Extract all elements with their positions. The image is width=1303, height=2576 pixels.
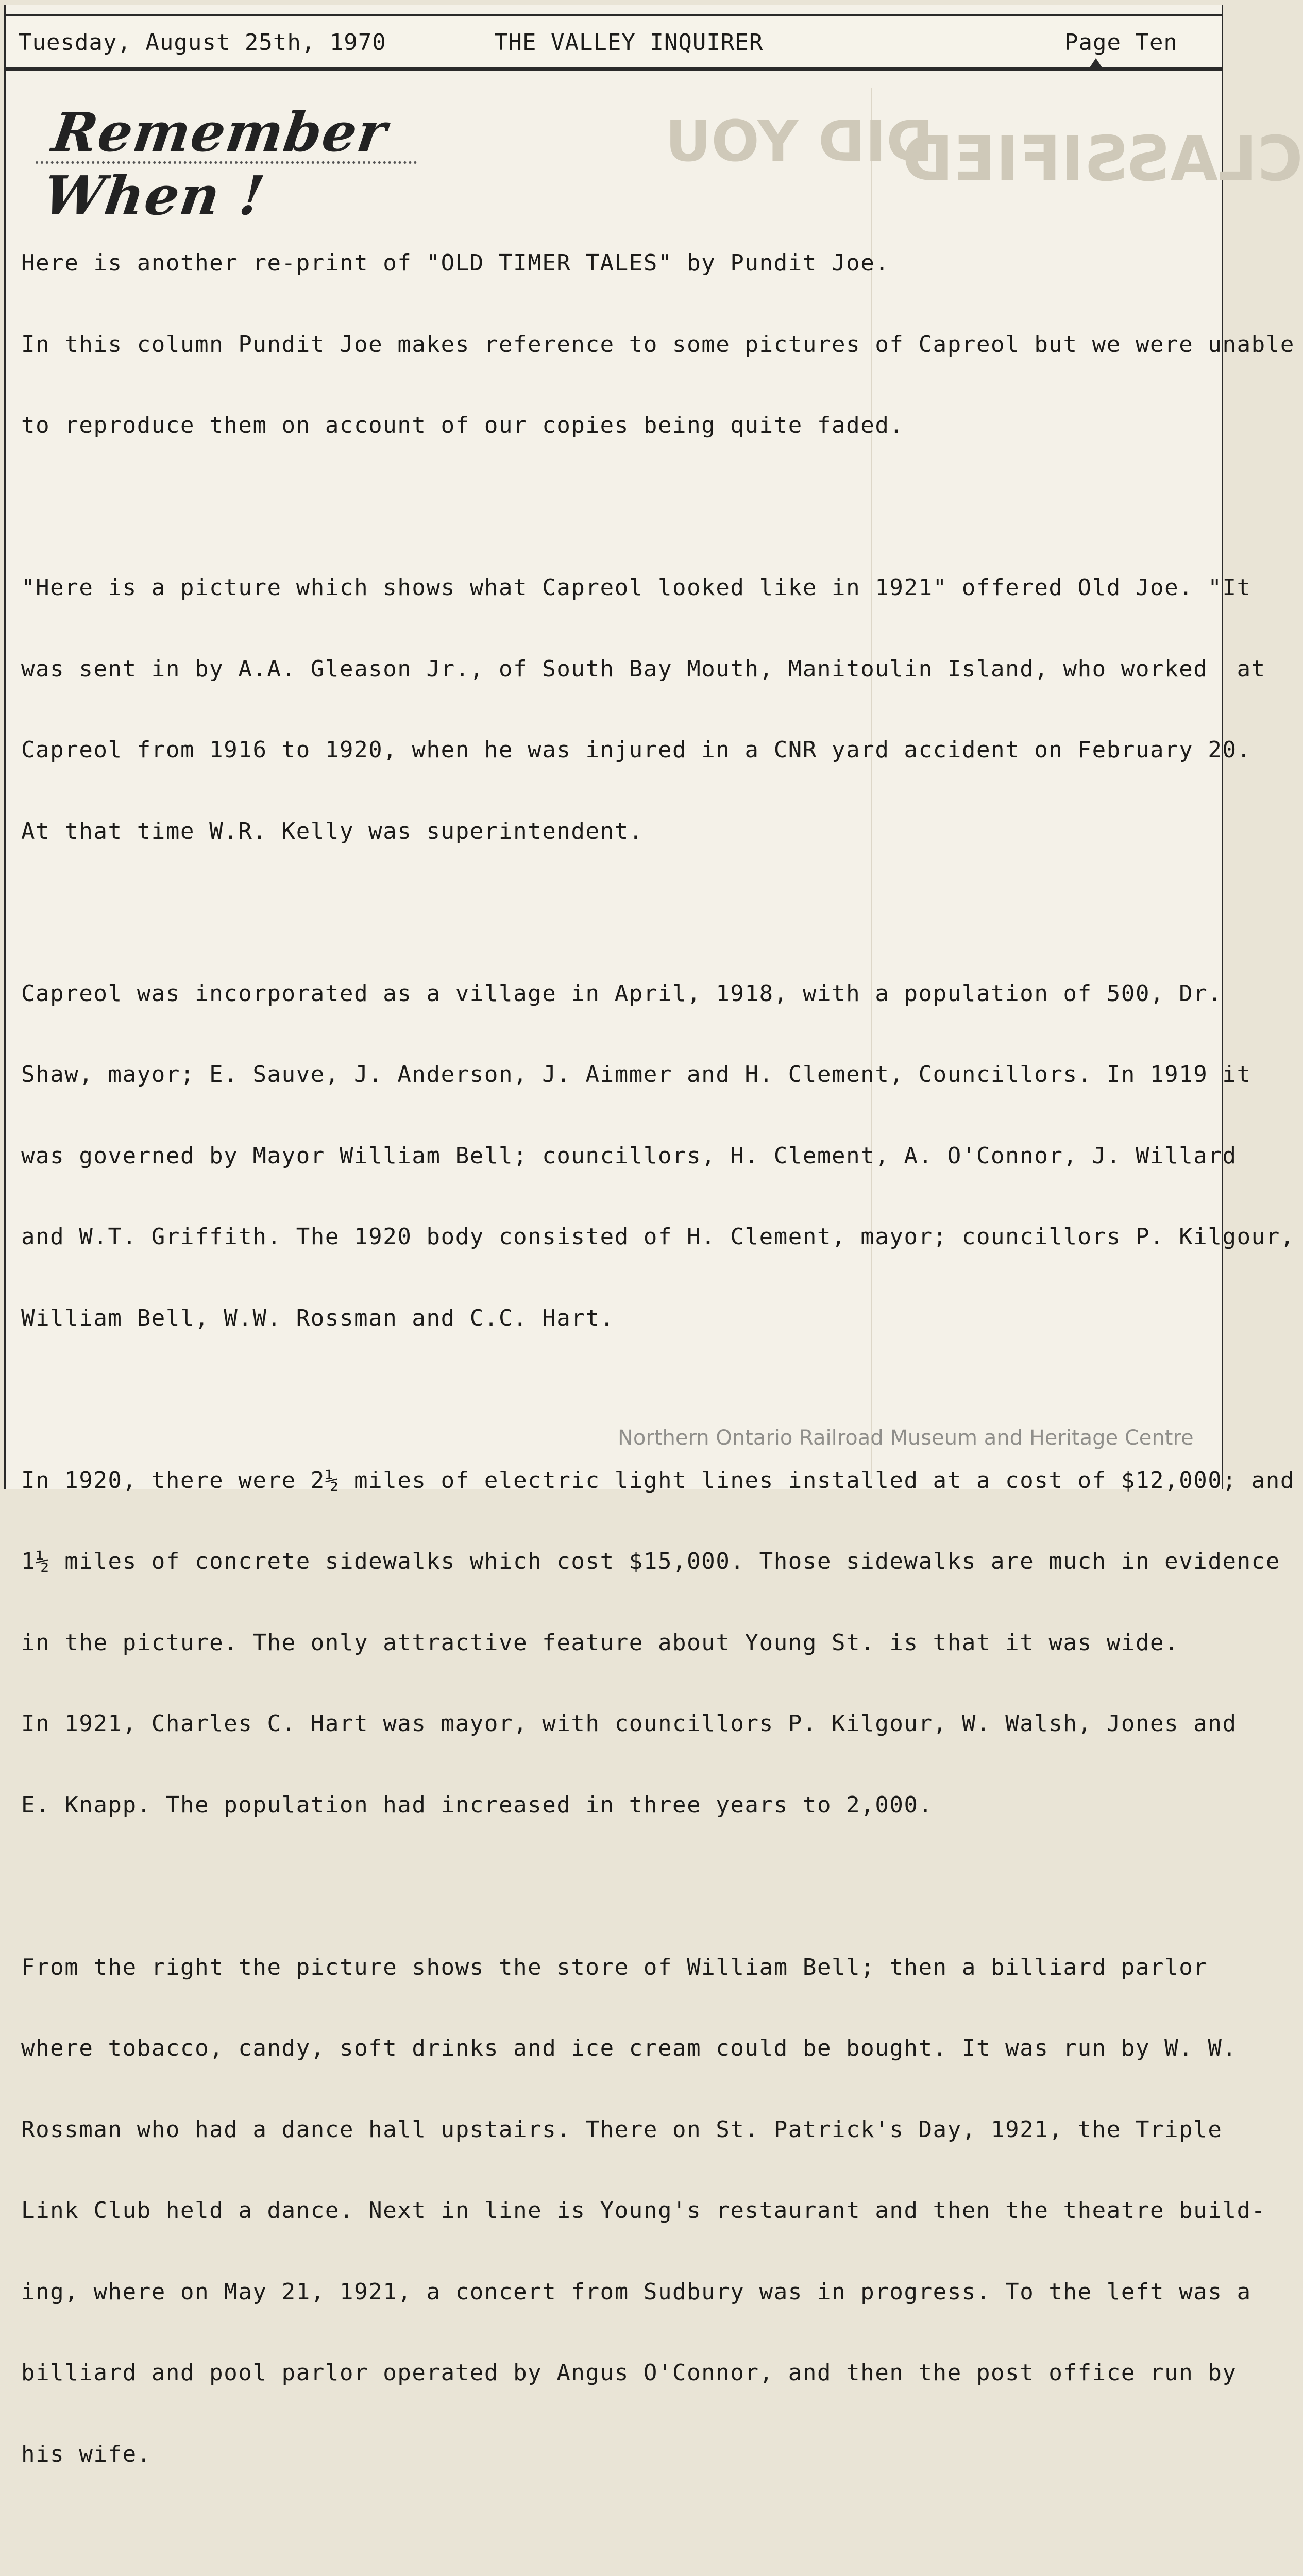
text-line: In 1921, Charles C. Hart was mayor, with councillors P. Kilgour, W. Walsh, Jones and bbox=[21, 1710, 1222, 1738]
paragraph bbox=[21, 926, 1222, 1386]
museum-watermark: Northern Ontario Railroad Museum and Heritage Centre bbox=[618, 1426, 1194, 1450]
text-line: In this column Pundit Joe makes reference to some pictures of Capreol but we were unable bbox=[21, 331, 1222, 359]
text-line: Capreol was incorporated as a village in April, 1918, with a population of 500, Dr. bbox=[21, 980, 1222, 1008]
masthead-title: Remember When ! bbox=[40, 100, 586, 227]
text-line: "Here is a picture which shows what Capreol looked like in 1921" offered Old Joe. "It bbox=[21, 574, 1222, 602]
header-paper-name: THE VALLEY INQUIRER bbox=[494, 29, 763, 56]
masthead-underline bbox=[36, 161, 417, 171]
text-line: Link Club held a dance. Next in line is Young's restaurant and then the theatre build- bbox=[21, 2197, 1222, 2225]
text-line: to reproduce them on account of our copies being quite faded. bbox=[21, 412, 1222, 439]
text-line: Here is another re-print of "OLD TIMER TALES" by Pundit Joe. bbox=[21, 250, 1222, 277]
paragraph bbox=[21, 2549, 1222, 2576]
text-line: his wife. bbox=[21, 2441, 1222, 2468]
header-page-number: Page Ten bbox=[1064, 29, 1178, 56]
paragraph bbox=[21, 520, 1222, 899]
text-line: ing, where on May 21, 1921, a concert from Sudbury was in progress. To the left was a bbox=[21, 2279, 1222, 2306]
page-marker-icon bbox=[1088, 58, 1104, 71]
text-line: was governed by Mayor William Bell; councillors, H. Clement, A. O'Connor, J. Willard bbox=[21, 1143, 1222, 1170]
article-body bbox=[21, 196, 1222, 2576]
header-date: Tuesday, August 25th, 1970 bbox=[18, 29, 386, 56]
text-line: E. Knapp. The population had increased in three years to 2,000. bbox=[21, 1792, 1222, 1819]
text-line: where tobacco, candy, soft drinks and ice cream could be bought. It was run by W. W. bbox=[21, 2035, 1222, 2062]
bleed-through-heading: DID YOU bbox=[665, 108, 933, 174]
paragraph bbox=[21, 1413, 1222, 1873]
text-line: From the right the picture shows the store of William Bell; then a billiard parlor bbox=[21, 1954, 1222, 1981]
text-line: In 1920, there were 2½ miles of electric light lines installed at a cost of $12,000; and bbox=[21, 1467, 1222, 1495]
newspaper-page bbox=[4, 5, 1223, 1489]
text-line: At that time W.R. Kelly was superintendent. bbox=[21, 818, 1222, 845]
text-line: Capreol from 1916 to 1920, when he was injured in a CNR yard accident on February 20. bbox=[21, 737, 1222, 764]
text-line: in the picture. The only attractive feature about Young St. is that it was wide. bbox=[21, 1630, 1222, 1657]
text-line: billiard and pool parlor operated by Angus O'Connor, and then the post office run by bbox=[21, 2360, 1222, 2387]
text-line: William Bell, W.W. Rossman and C.C. Hart. bbox=[21, 1305, 1222, 1332]
text-line: 1½ miles of concrete sidewalks which cost $15,000. Those sidewalks are much in evidence bbox=[21, 1548, 1222, 1575]
bleed-through-classified: CLASSIFIED bbox=[902, 124, 1303, 195]
column-masthead bbox=[30, 100, 577, 185]
text-line: was sent in by A.A. Gleason Jr., of South Bay Mouth, Manitoulin Island, who worked at bbox=[21, 656, 1222, 683]
paragraph bbox=[21, 196, 1222, 494]
paragraph bbox=[21, 1900, 1222, 2522]
text-line: Shaw, mayor; E. Sauve, J. Anderson, J. Aimmer and H. Clement, Councillors. In 1919 it bbox=[21, 1061, 1222, 1089]
text-line: and W.T. Griffith. The 1920 body consisted of H. Clement, mayor; councillors P. Kilgour, bbox=[21, 1224, 1222, 1251]
page-header bbox=[6, 14, 1222, 71]
text-line: Rossman who had a dance hall upstairs. There on St. Patrick's Day, 1921, the Triple bbox=[21, 2116, 1222, 2144]
